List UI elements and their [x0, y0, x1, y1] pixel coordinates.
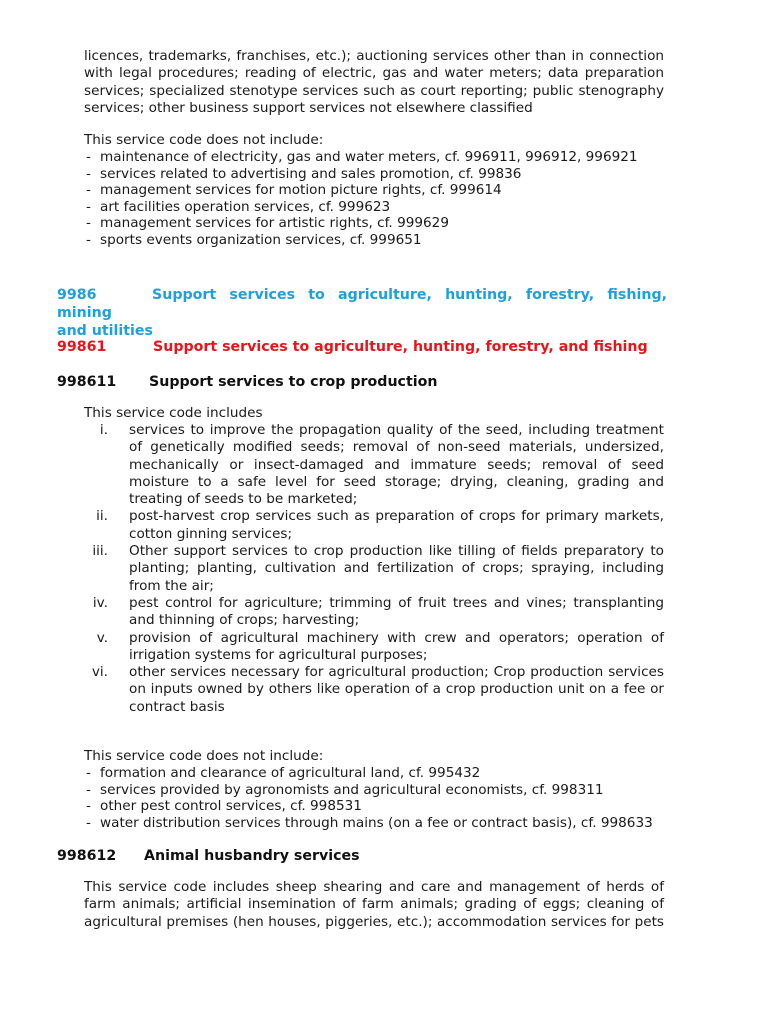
outro-paragraph	[84, 879, 664, 931]
list-item	[84, 664, 664, 716]
list-item: - management services for motion picture rights, cf. 999614	[84, 182, 684, 199]
list-item-text: other services necessary for agricultural production; Crop production services on inputs owned by others like operation of a crop production unit on a fee or contract basis	[129, 664, 664, 715]
list-item: - management services for artistic rights, cf. 999629	[84, 215, 684, 232]
inclusions-list	[84, 422, 664, 716]
list-item-text: post-harvest crop services such as preparation of crops for primary markets, cotton ginning services;	[129, 508, 664, 542]
list-item-text: provision of agricultural machinery with crew and operators; operation of irrigation systems for agricultural purposes;	[129, 629, 664, 663]
list-item: - other pest control services, cf. 998531	[84, 798, 684, 815]
section-title-continued: and utilities	[57, 323, 153, 339]
intro-paragraph	[84, 48, 664, 118]
section-code: 99861	[57, 339, 107, 355]
exclusions-list	[84, 765, 684, 831]
list-item: - formation and clearance of agricultural land, cf. 995432	[84, 765, 684, 782]
list-item-number: vi.	[91, 664, 108, 681]
list-item	[84, 508, 664, 543]
section-title: Animal husbandry services	[144, 848, 360, 864]
section-code: 998611	[57, 374, 117, 390]
list-item	[84, 543, 664, 595]
section-heading-998611	[57, 373, 667, 391]
section-title: Support services to agriculture, hunting, forestry, and fishing	[153, 339, 648, 355]
intro-line: services; other business support services not elsewhere classified	[84, 100, 533, 117]
list-item: - services provided by agronomists and agricultural economists, cf. 998311	[84, 782, 684, 799]
list-item	[84, 630, 664, 665]
list-item	[84, 422, 664, 508]
intro-line: services; specialized stenotype services such as court reporting; public stenography	[84, 82, 664, 99]
list-item-text: pest control for agriculture; trimming of fruit trees and vines; transplanting and thinning of crops; harvesting;	[129, 594, 664, 629]
section-title: Support services to crop production	[149, 374, 438, 390]
outro-line: agricultural premises (hen houses, piggeries, etc.); accommodation services for pets	[84, 913, 664, 930]
section-heading-99861	[57, 338, 667, 356]
list-item: - services related to advertising and sales promotion, cf. 99836	[84, 166, 684, 183]
list-item-number: i.	[99, 422, 108, 438]
list-item-text: services to improve the propagation quality of the seed, including treatment of genetically modified seeds; removal of non-seed materials, undersized, mechanically or insect-damaged and immature seeds; removal of seed moisture to a safe level for seed storage; drying, cleaning, grading and treating of seeds to be marketed;	[129, 422, 664, 508]
intro-line: licences, trademarks, franchises, etc.); auctioning services other than in connection	[84, 48, 664, 64]
list-item: - sports events organization services, cf. 999651	[84, 232, 684, 249]
section-title: Support services to agriculture, hunting, forestry, fishing, mining	[57, 287, 667, 321]
list-item-number: iii.	[92, 543, 108, 560]
intro-line: with legal procedures; reading of electric, gas and water meters; data preparation	[84, 65, 664, 82]
section-code: 998612	[57, 848, 117, 864]
outro-line: This service code includes sheep shearing and care and management of herds of	[84, 879, 664, 895]
list-item: - art facilities operation services, cf. 999623	[84, 199, 684, 216]
list-item-text: Other support services to crop production like tilling of fields preparatory to planting; planting, cultivation and fertilization of crops; spraying, including from the air;	[129, 543, 664, 594]
exclusions-label: This service code does not include:	[84, 748, 324, 764]
outro-line: farm animals; artificial insemination of farm animals; grading of eggs; cleaning of	[84, 896, 664, 913]
list-item: - maintenance of electricity, gas and water meters, cf. 996911, 996912, 996921	[84, 149, 684, 166]
list-item-number: ii.	[96, 508, 108, 525]
section-heading-998612	[57, 847, 667, 865]
section-code: 9986	[57, 287, 97, 303]
list-item: - water distribution services through mains (on a fee or contract basis), cf. 998633	[84, 815, 684, 832]
list-item-number: v.	[96, 629, 108, 646]
section-heading-9986	[57, 286, 667, 340]
exclusions-label: This service code does not include:	[84, 132, 324, 148]
list-item	[84, 595, 664, 630]
list-item-number: iv.	[92, 594, 108, 611]
exclusions-list	[84, 149, 684, 249]
inclusions-label: This service code includes	[84, 405, 263, 421]
